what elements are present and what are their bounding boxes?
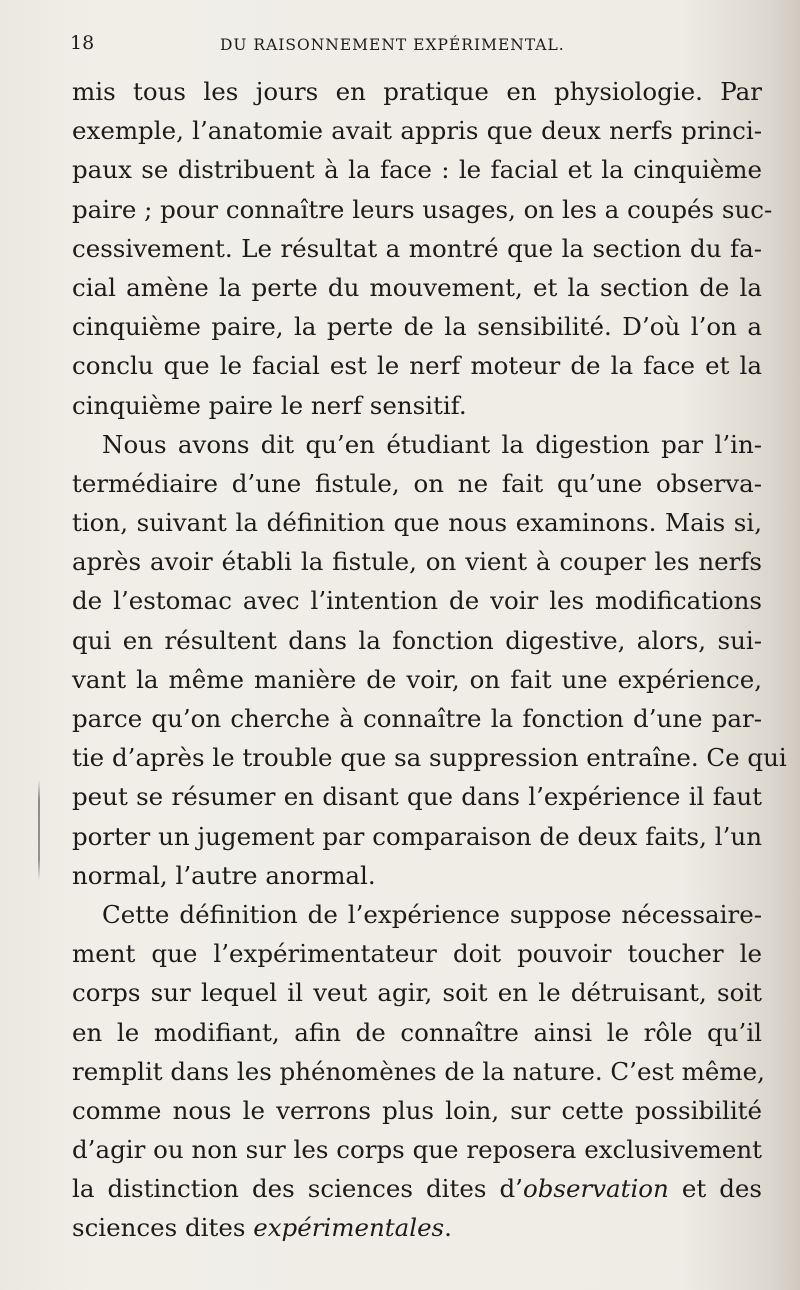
body-text xyxy=(72,72,787,1248)
text-line: conclu que le facial est le nerf moteur de la face et la xyxy=(72,351,762,381)
text-line: paire ; pour connaître leurs usages, on les a coupés suc- xyxy=(72,194,773,224)
text-line: paux se distribuent à la face : le facial et la cinquième xyxy=(72,155,762,185)
text-line xyxy=(72,1208,762,1247)
text-line xyxy=(72,1169,762,1208)
text-line: corps sur lequel il veut agir, soit en le détruisant, soit xyxy=(72,978,762,1008)
text-line: de l’estomac avec l’intention de voir les modifications xyxy=(72,586,762,616)
text-line: Nous avons dit qu’en étudiant la digestion par l’in- xyxy=(102,429,762,459)
text-line: vant la même manière de voir, on fait une expérience, xyxy=(72,664,762,694)
text-line: comme nous le verrons plus loin, sur cette possibilité xyxy=(72,1095,762,1125)
text-line: cinquième paire, la perte de la sensibilité. D’où l’on a xyxy=(72,312,762,342)
text-line: en le modifiant, afin de connaître ainsi le rôle qu’il xyxy=(72,1017,762,1047)
text-segment: et des xyxy=(668,1174,762,1204)
italic-term: expérimentales xyxy=(253,1213,445,1243)
text-line: mis tous les jours en pratique en physiologie. Par xyxy=(72,77,762,106)
text-line: tie d’après le trouble que sa suppression entraîne. Ce qui xyxy=(72,743,787,773)
text-segment: . xyxy=(444,1213,452,1243)
text-line: d’agir ou non sur les corps que reposera exclusivement xyxy=(72,1135,762,1165)
text-line: qui en résultent dans la fonction digestive, alors, sui- xyxy=(72,625,762,655)
text-line: Cette définition de l’expérience suppose nécessaire- xyxy=(102,899,762,929)
text-line: peut se résumer en disant que dans l’expérience il faut xyxy=(72,782,762,812)
text-line: termédiaire d’une fistule, on ne fait qu’une observa- xyxy=(72,468,762,498)
text-line: remplit dans les phénomènes de la nature. C’est même, xyxy=(72,1056,765,1086)
text-line: cessivement. Le résultat a montré que la section du fa- xyxy=(72,233,762,263)
text-line: exemple, l’anatomie avait appris que deux nerfs princi- xyxy=(72,116,762,146)
text-line: cial amène la perte du mouvement, et la section de la xyxy=(72,272,762,302)
page-number: 18 xyxy=(70,32,95,54)
text-line: normal, l’autre anormal. xyxy=(72,860,376,890)
margin-pencil-mark xyxy=(38,780,40,880)
text-line: cinquième paire le nerf sensitif. xyxy=(72,390,467,420)
text-segment: la distinction des sciences dites d’ xyxy=(72,1174,523,1204)
text-segment: sciences dites xyxy=(72,1213,254,1243)
italic-term: observation xyxy=(522,1174,669,1204)
running-title: DU RAISONNEMENT EXPÉRIMENTAL. xyxy=(220,36,565,54)
text-line: tion, suivant la définition que nous examinons. Mais si, xyxy=(72,508,762,538)
text-line: porter un jugement par comparaison de deux faits, l’un xyxy=(72,821,762,851)
text-line: ment que l’expérimentateur doit pouvoir toucher le xyxy=(72,939,762,969)
text-line: après avoir établi la fistule, on vient à couper les nerfs xyxy=(72,547,762,577)
running-head xyxy=(70,30,750,60)
text-line: parce qu’on cherche à connaître la fonction d’une par- xyxy=(72,704,762,733)
